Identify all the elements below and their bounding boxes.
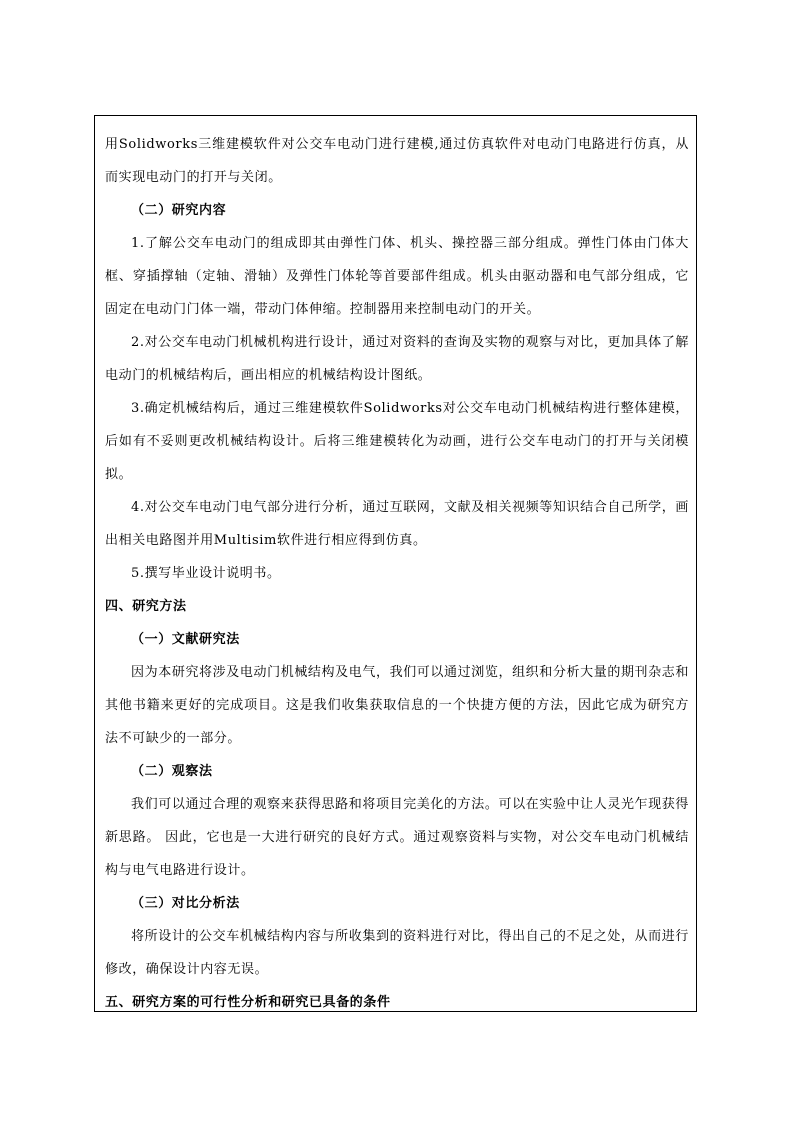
method-literature-text: 因为本研究将涉及电动门机械结构及电气，我们可以通过浏览，组织和分析大量的期刊杂志和其他书籍来更好的完成项目。这是我们收集获取信息的一个快捷方便的方法，因此它成为研究方法不可缺少的一部分。 [105,665,689,746]
research-content-item-5: 5.撰写毕业设计说明书。 [131,566,281,581]
method-comparison-heading: （三）对比分析法 [131,896,240,911]
research-content-heading: （二）研究内容 [131,203,227,218]
research-content-item-2: 2.对公交车电动门机械机构进行设计，通过对资料的查询及实物的观察与对比，更加具体了解电动门的机械结构后，画出相应的机械结构设计图纸。 [105,335,689,383]
section-4-heading: 四、研究方法 [105,599,187,614]
research-content-item-3: 3.确定机械结构后，通过三维建模软件Solidworks对公交车电动门机械结构进行整体建模，后如有不妥则更改机械结构设计。后将三维建模转化为动画，进行公交车电动门的打开与关闭模拟。 [105,401,689,482]
research-content-item-4: 4.对公交车电动门电气部分进行分析，通过互联网，文献及相关视频等知识结合自己所学，画出相关电路图并用Multisim软件进行相应得到仿真。 [105,500,689,548]
document-body [105,128,689,1019]
method-literature-heading: （一）文献研究法 [131,632,240,647]
method-comparison-text: 将所设计的公交车机械结构内容与所收集到的资料进行对比，得出自己的不足之处，从而进行修改，确保设计内容无误。 [105,929,689,977]
table-cell-frame [94,115,697,1012]
intro-paragraph: 用Solidworks三维建模软件对公交车电动门进行建模,通过仿真软件对电动门电路进行仿真，从而实现电动门的打开与关闭。 [105,137,689,185]
method-observation-heading: （二）观察法 [131,764,213,779]
method-observation-text: 我们可以通过合理的观察来获得思路和将项目完美化的方法。可以在实验中让人灵光乍现获得新思路。 因此，它也是一大进行研究的良好方式。通过观察资料与实物，对公交车电动门机械结构与电气电路进行设计。 [105,797,689,878]
research-content-item-1: 1.了解公交车电动门的组成即其由弹性门体、机头、操控器三部分组成。弹性门体由门体大框、穿插撑轴（定轴、滑轴）及弹性门体轮等首要部件组成。机头由驱动器和电气部分组成，它固定在电动门门体一端，带动门体伸缩。控制器用来控制电动门的开关。 [105,236,689,317]
section-5-heading: 五、研究方案的可行性分析和研究已具备的条件 [105,995,391,1010]
